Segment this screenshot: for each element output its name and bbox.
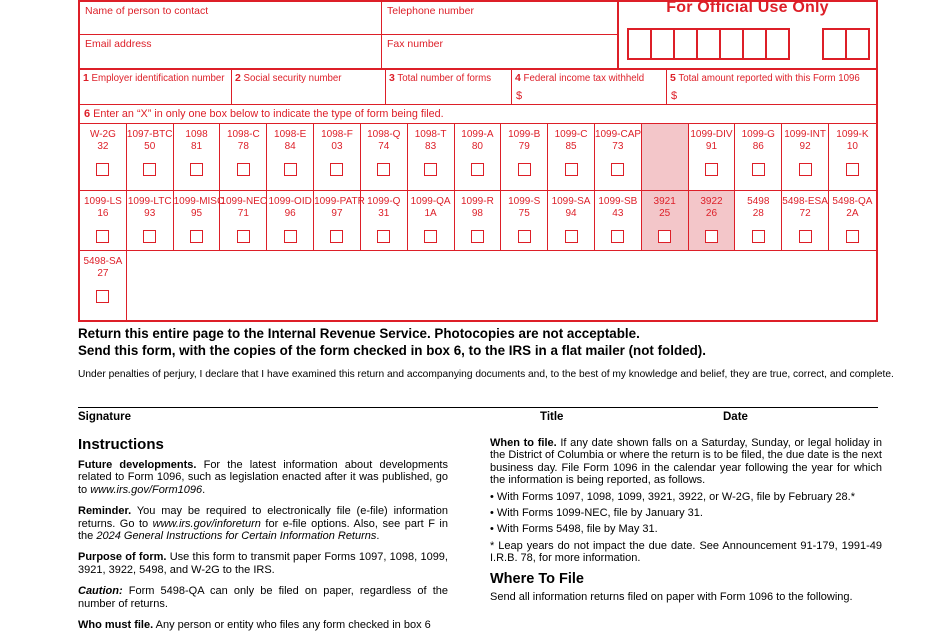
name-of-contact-field[interactable] (80, 2, 382, 35)
form-type-checkbox[interactable] (846, 230, 859, 243)
form-type-checkbox[interactable] (284, 163, 297, 176)
form-type-grid (80, 124, 876, 320)
form-type-code: 71 (237, 208, 249, 219)
official-use-box (765, 28, 790, 60)
form-type-checkbox[interactable] (143, 230, 156, 243)
form-type-name: 5498-ESA (782, 196, 828, 207)
official-use-box (719, 28, 744, 60)
form-type-cell-1099-c (548, 124, 595, 190)
form-type-cell-5498-sa (80, 251, 127, 320)
form-type-code: 25 (659, 208, 671, 219)
form-type-cell-5498-esa (782, 191, 829, 250)
form-type-name: 1099-K (836, 129, 869, 140)
empty-cell (829, 251, 876, 320)
form-type-name: 1099-LTC (127, 196, 172, 207)
official-use-box (822, 28, 847, 60)
signature-line[interactable] (78, 407, 878, 408)
form-type-checkbox[interactable] (424, 163, 437, 176)
form-type-code: 80 (471, 141, 483, 152)
return-notice-line2: Send this form, with the copies of the form checked in box 6, to the IRS in a flat mailer (not folded). (78, 343, 706, 358)
form-type-name: 5498-QA (832, 196, 873, 207)
signature-label: Signature (78, 411, 132, 423)
form-type-code: 73 (612, 141, 624, 152)
form-type-checkbox[interactable] (752, 230, 765, 243)
empty-cell (689, 251, 736, 320)
form-type-checkbox[interactable] (96, 290, 109, 303)
form-type-checkbox[interactable] (611, 230, 624, 243)
box6-number: 6 (84, 108, 91, 120)
form-type-checkbox[interactable] (237, 163, 250, 176)
form-type-name: 1099-DIV (690, 129, 733, 140)
form-type-name: 1098-T (414, 129, 447, 140)
form-type-cell-1098-t (408, 124, 455, 190)
empty-cell (501, 251, 548, 320)
empty-cell (408, 251, 455, 320)
form-type-cell-5498-qa (829, 191, 876, 250)
form-type-code: 91 (705, 141, 718, 152)
form-type-checkbox[interactable] (96, 230, 109, 243)
form-type-cell-1099-ltc (127, 191, 174, 250)
form-type-cell-1099-sa (548, 191, 595, 250)
name-of-contact-label: Name of person to contact (85, 5, 209, 17)
empty-cell (642, 251, 689, 320)
official-use-box (650, 28, 675, 60)
signature-labels-row (78, 411, 878, 425)
field-label: 4 Federal income tax withheld (515, 72, 645, 84)
form-type-checkbox[interactable] (377, 163, 390, 176)
form-type-code: 2A (846, 208, 859, 219)
form-type-checkbox[interactable] (799, 230, 812, 243)
form-type-code: 79 (518, 141, 530, 152)
form-type-cell-1099-a (455, 124, 502, 190)
official-use-box (845, 28, 870, 60)
empty-cell (735, 251, 782, 320)
form-type-name: 1099-Q (367, 196, 401, 207)
form-type-checkbox[interactable] (96, 163, 109, 176)
form-type-row (80, 191, 876, 251)
form-type-row (80, 251, 876, 320)
form-type-name: 3921 (653, 196, 676, 207)
form-type-name: 1099-PATR (314, 196, 365, 207)
form-type-name: 1099-G (741, 129, 775, 140)
numbered-fields-row (80, 70, 876, 105)
form-type-checkbox[interactable] (658, 230, 671, 243)
form-type-name: 1099-S (508, 196, 541, 207)
form-type-code: 1A (424, 208, 437, 219)
date-label: Date (723, 411, 748, 423)
form-type-checkbox[interactable] (190, 230, 203, 243)
fax-label: Fax number (387, 38, 444, 50)
form-type-cell-3922 (689, 191, 736, 250)
form-type-checkbox[interactable] (518, 163, 531, 176)
form-type-checkbox[interactable] (705, 163, 718, 176)
where-to-file-heading: Where To File (490, 570, 584, 587)
form-type-name: 1099-B (508, 129, 541, 140)
form-type-code: 28 (752, 208, 764, 219)
paragraph: * Leap years do not impact the due date. See Announcement 91-179, 1991-49 I.R.B. 78, for more information. (490, 539, 882, 565)
form-type-code: 98 (471, 208, 483, 219)
official-use-box-group-1 (627, 28, 790, 60)
form-type-checkbox[interactable] (565, 163, 578, 176)
empty-cell (548, 251, 595, 320)
form-type-cell-1099-ls (80, 191, 127, 250)
form-type-code: 10 (846, 141, 858, 152)
form-type-checkbox[interactable] (611, 163, 624, 176)
official-use-box (696, 28, 721, 60)
instructions-right-column (490, 437, 882, 607)
form-type-cell-3921 (642, 191, 689, 250)
form-type-code: 94 (565, 208, 577, 219)
paragraph: Purpose of form. Use this form to transmit paper Forms 1097, 1098, 1099, 3921, 3922, 5498, and W-2G to the IRS. (78, 551, 448, 576)
paragraph: Send all information returns filed on paper with Form 1096 to the following. (490, 591, 853, 604)
instructions-heading: Instructions (78, 436, 164, 453)
contact-row-1 (80, 2, 619, 35)
form-type-checkbox[interactable] (237, 230, 250, 243)
field-4[interactable] (512, 70, 667, 104)
official-use-box (627, 28, 652, 60)
official-use-box-group-2 (822, 28, 870, 60)
form-type-name: 1099-NEC (220, 196, 268, 207)
form-type-checkbox[interactable] (846, 163, 859, 176)
form-type-checkbox[interactable] (143, 163, 156, 176)
form-type-code: 95 (190, 208, 203, 219)
paragraph: Future developments. For the latest information about developments related to Form 1096, such as legislation enacted after it was published, go to www.irs.gov/Form1096. (78, 459, 448, 496)
field-label: 5 Total amount reported with this Form 1096 (670, 72, 860, 84)
form-type-checkbox[interactable] (377, 230, 390, 243)
form-type-name: 1098-C (226, 129, 260, 140)
form-type-code: 31 (378, 208, 390, 219)
form-type-code: 96 (284, 208, 296, 219)
form-type-code: 81 (190, 141, 203, 152)
form-type-cell-1097-btc (127, 124, 174, 190)
form-type-code: 85 (565, 141, 577, 152)
field-label: 1 Employer identification number (83, 72, 225, 84)
telephone-label: Telephone number (387, 5, 474, 17)
form-type-cell-w-2g (80, 124, 127, 190)
form-type-name: 1099-INT (784, 129, 826, 140)
form-type-checkbox[interactable] (284, 230, 297, 243)
form-type-checkbox[interactable] (705, 230, 718, 243)
form-type-name: 1099-LS (84, 196, 122, 207)
empty-cell (595, 251, 642, 320)
contact-row-2 (80, 35, 619, 70)
official-use-section (619, 2, 876, 70)
form-type-cell-1099-nec (220, 191, 267, 250)
form-type-code: 74 (378, 141, 390, 152)
form-type-cell-1099-div (689, 124, 736, 190)
paragraph: • With Forms 1097, 1098, 1099, 3921, 3922, or W-2G, file by February 28.* (490, 490, 856, 503)
shaded-void-cell (642, 124, 689, 190)
empty-cell (127, 251, 174, 320)
form-type-code: 27 (97, 268, 109, 279)
field-label: 3 Total number of forms (389, 72, 492, 84)
form-type-row (80, 124, 876, 191)
form-type-checkbox[interactable] (190, 163, 203, 176)
dollar-sign: $ (671, 90, 678, 102)
box6-label: Enter an “X” in only one box below to indicate the type of form being filed. (90, 108, 444, 120)
form-type-cell-1099-r (455, 191, 502, 250)
form-type-name: 1099-OID (268, 196, 312, 207)
official-use-box (673, 28, 698, 60)
title-label: Title (540, 411, 564, 423)
instructions-left-column (78, 459, 448, 640)
empty-cell (455, 251, 502, 320)
form-type-code: 86 (752, 141, 764, 152)
form-type-checkbox[interactable] (799, 163, 812, 176)
form-type-name: 1099-SA (551, 196, 591, 207)
form-type-cell-1099-q (361, 191, 408, 250)
form-type-name: W-2G (89, 129, 116, 140)
form-type-code: 93 (144, 208, 156, 219)
empty-cell (174, 251, 221, 320)
field-2[interactable] (232, 70, 386, 104)
form-type-name: 1099-QA (410, 196, 451, 207)
return-notice-line1: Return this entire page to the Internal Revenue Service. Photocopies are not acceptable. (78, 326, 640, 341)
paragraph: When to file. If any date shown falls on a Saturday, Sunday, or legal holiday in the District of Columbia or where the return is to be filed, the due date is the next business day. File Form 1096 in the calendar year following the year for which the information is being reported, as follows. (490, 437, 882, 487)
form-type-name: 1098-F (321, 129, 353, 140)
field-1[interactable] (80, 70, 232, 104)
form-type-name: 1098-E (274, 129, 307, 140)
form-type-cell-1099-cap (595, 124, 642, 190)
form-type-code: 84 (284, 141, 296, 152)
form-type-code: 97 (331, 208, 343, 219)
form-type-code: 83 (425, 141, 437, 152)
form-type-cell-1099-qa (408, 191, 455, 250)
form-type-code: 16 (97, 208, 109, 219)
form-type-name: 5498 (747, 196, 770, 207)
form-type-checkbox[interactable] (424, 230, 437, 243)
form-type-code: 03 (331, 141, 343, 152)
form-type-cell-1098-c (220, 124, 267, 190)
form-type-cell-1098-q (361, 124, 408, 190)
form-type-checkbox[interactable] (752, 163, 765, 176)
form-type-code: 75 (518, 208, 530, 219)
form-type-cell-1098-e (267, 124, 314, 190)
form-type-name: 1099-C (554, 129, 588, 140)
perjury-statement: Under penalties of perjury, I declare that I have examined this return and accompanying documents and, to the best of my knowledge and belief, they are true, correct, and complete. (78, 369, 894, 380)
form-type-cell-1099-int (782, 124, 829, 190)
paragraph: • With Forms 5498, file by May 31. (490, 523, 658, 536)
form-type-name: 1097-BTC (126, 129, 173, 140)
form-type-cell-5498 (735, 191, 782, 250)
form-type-cell-1098-f (314, 124, 361, 190)
form-type-checkbox[interactable] (565, 230, 578, 243)
form-type-checkbox[interactable] (330, 230, 343, 243)
form-type-checkbox[interactable] (330, 163, 343, 176)
form-type-cell-1099-oid (267, 191, 314, 250)
email-label: Email address (85, 38, 152, 50)
paragraph: Who must file. Any person or entity who files any form checked in box 6 (78, 619, 431, 632)
official-use-title: For Official Use Only (666, 0, 829, 16)
form-type-code: 50 (144, 141, 156, 152)
form-1096 (78, 0, 878, 322)
form-type-checkbox[interactable] (518, 230, 531, 243)
form-type-name: 1099-A (461, 129, 494, 140)
form-type-cell-1099-k (829, 124, 876, 190)
box6-instruction-row (80, 105, 876, 124)
form-type-cell-1099-s (501, 191, 548, 250)
official-use-box (742, 28, 767, 60)
form-type-name: 1099-R (461, 196, 494, 207)
empty-cell (361, 251, 408, 320)
form-type-name: 1099-SB (598, 196, 638, 207)
form-type-code: 26 (705, 208, 718, 219)
form-type-name: 3922 (700, 196, 723, 207)
empty-cell (220, 251, 267, 320)
form-type-name: 1098-Q (367, 129, 401, 140)
paragraph: • With Forms 1099-NEC, file by January 31. (490, 507, 703, 520)
form-type-cell-1099-g (735, 124, 782, 190)
field-3[interactable] (386, 70, 512, 104)
telephone-field[interactable] (382, 2, 619, 35)
field-label: 2 Social security number (235, 72, 342, 84)
empty-cell (782, 251, 829, 320)
email-field[interactable] (80, 35, 382, 68)
paragraph: Caution: Form 5498-QA can only be filed on paper, regardless of the number of returns. (78, 585, 448, 610)
paragraph: Reminder. You may be required to electronically file (e-file) information returns. Go to www.irs.gov/inforeturn for e-file options. Also, see part F in the 2024 General Instructions for Certain Information Returns. (78, 505, 448, 543)
form-type-code: 92 (799, 141, 811, 152)
form-type-checkbox[interactable] (471, 230, 484, 243)
form-type-cell-1099-patr (314, 191, 365, 250)
form-type-cell-1099-misc (173, 191, 225, 250)
return-notice (78, 325, 706, 359)
fax-field[interactable] (382, 35, 619, 68)
form-type-code: 32 (97, 141, 109, 152)
form-type-cell-1099-b (501, 124, 548, 190)
form-type-code: 78 (237, 141, 249, 152)
form-type-name: 1098 (185, 129, 208, 140)
form-type-code: 43 (612, 208, 624, 219)
form-type-code: 72 (799, 208, 811, 219)
dollar-sign: $ (516, 90, 523, 102)
form-type-checkbox[interactable] (471, 163, 484, 176)
form-type-cell-1098 (174, 124, 221, 190)
form-type-name: 1099-CAP (594, 129, 642, 140)
field-5[interactable] (667, 70, 876, 104)
form-type-name: 5498-SA (83, 256, 123, 267)
empty-cell (314, 251, 361, 320)
form-type-name: 1099-MISC (173, 196, 225, 207)
empty-cell (267, 251, 314, 320)
form-type-cell-1099-sb (595, 191, 642, 250)
